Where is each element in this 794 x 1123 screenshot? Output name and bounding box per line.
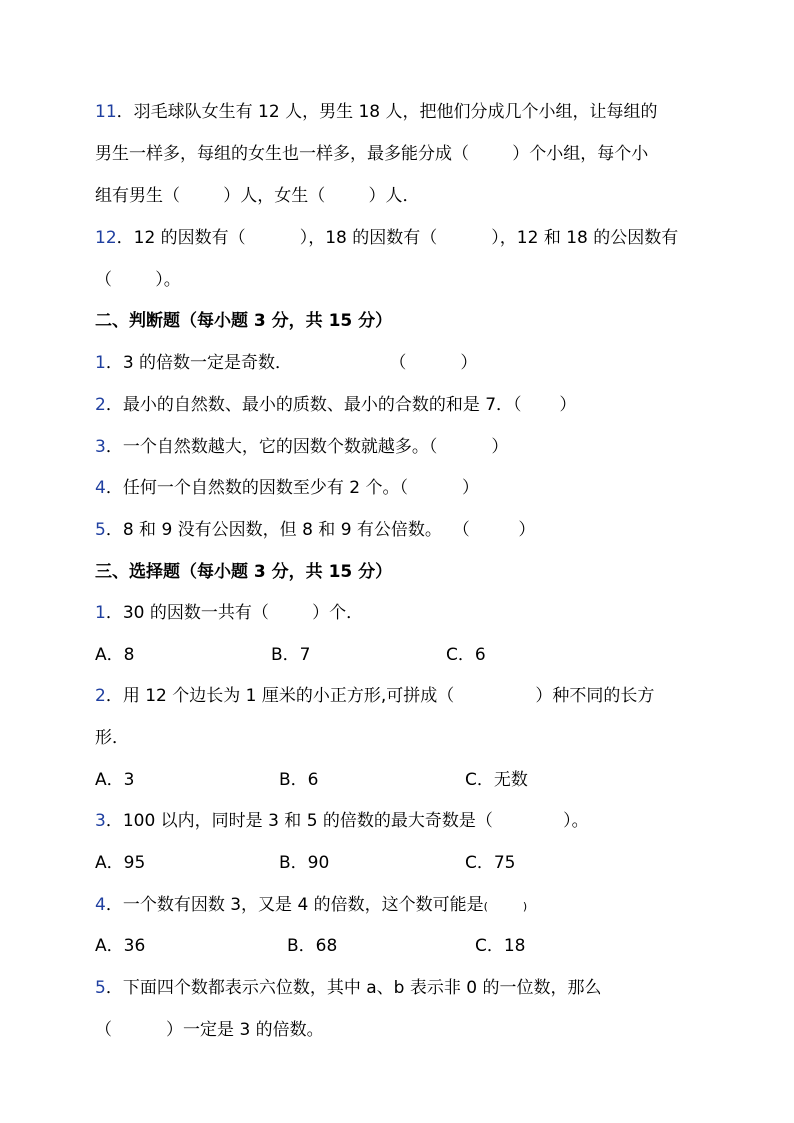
mc-3-option-a: A．95 — [95, 853, 146, 873]
tf-question-4 — [95, 473, 699, 503]
mc-3-number: 3 — [95, 811, 106, 831]
mc-3-text: ．100 以内，同时是 3 和 5 的倍数的最大奇数是（ ）。 — [105, 811, 589, 831]
mc-4-text: ．一个数有因数 3，又是 4 的倍数，这个数可能是 — [105, 895, 484, 915]
tf-4-text: ．任何一个自然数的因数至少有 2 个。（ ） — [105, 478, 479, 498]
tf-4-number: 4 — [95, 478, 106, 498]
mc-3-option-c: C．75 — [465, 853, 516, 873]
mc-1-option-c: C．6 — [446, 645, 486, 665]
q11-line-1 — [95, 97, 699, 127]
q11-line-3: 组有男生（ ）人，女生（ ）人． — [95, 186, 420, 206]
mc-2-text-continued: 形． — [95, 728, 129, 748]
section-3-heading: 三、选择题（每小题 3 分，共 15 分） — [95, 562, 393, 582]
tf-5-number: 5 — [95, 520, 106, 540]
mc-5-text: ．下面四个数都表示六位数，其中 a、b 表示非 0 的一位数，那么 — [105, 978, 602, 998]
mc-2-option-c: C．无数 — [465, 770, 528, 790]
mc-2-option-a: A．3 — [95, 770, 135, 790]
tf-1-number: 1 — [95, 353, 106, 373]
tf-question-5 — [95, 515, 699, 545]
mc-3-option-b: B．90 — [279, 853, 330, 873]
mc-4-number: 4 — [95, 895, 106, 915]
tf-3-number: 3 — [95, 437, 106, 457]
tf-question-2 — [95, 390, 699, 420]
mc-question-2 — [95, 681, 699, 711]
tf-3-text: ．一个自然数越大，它的因数个数就越多。（ ） — [105, 437, 509, 457]
mc-5-text-continued: （ ）一定是 3 的倍数。 — [95, 1020, 324, 1040]
mc-2-number: 2 — [95, 686, 106, 706]
mc-1-text: ．30 的因数一共有（ ）个． — [105, 603, 364, 623]
mc-1-option-b: B．7 — [271, 645, 311, 665]
q11-text-1: ．羽毛球队女生有 12 人，男生 18 人，把他们分成几个小组，让每组的 — [116, 102, 658, 122]
mc-2-option-b: B．6 — [279, 770, 319, 790]
section-2-heading: 二、判断题（每小题 3 分，共 15 分） — [95, 311, 393, 331]
tf-question-1 — [95, 348, 699, 378]
q12-number: 12 — [95, 228, 117, 248]
tf-2-number: 2 — [95, 395, 106, 415]
mc-question-5 — [95, 973, 699, 1003]
mc-question-4 — [95, 890, 699, 920]
mc-2-options — [95, 765, 699, 795]
q12-line-2: （ ）。 — [95, 270, 181, 290]
tf-2-text: ．最小的自然数、最小的质数、最小的合数的和是 7．（ ） — [105, 395, 577, 415]
q11-number: 11 — [95, 102, 117, 122]
mc-question-3 — [95, 806, 699, 836]
mc-5-number: 5 — [95, 978, 106, 998]
mc-1-number: 1 — [95, 603, 106, 623]
mc-4-options — [95, 931, 699, 961]
mc-3-options — [95, 848, 699, 878]
mc-4-answer-paren: ( ) — [483, 900, 528, 913]
q12-text-1: ．12 的因数有（ ），18 的因数有（ ），12 和 18 的公因数有 — [116, 228, 679, 248]
mc-4-option-c: C．18 — [475, 936, 526, 956]
mc-4-option-a: A．36 — [95, 936, 146, 956]
mc-1-option-a: A．8 — [95, 645, 135, 665]
mc-2-text: ．用 12 个边长为 1 厘米的小正方形,可拼成（ ）种不同的长方 — [105, 686, 655, 706]
q11-line-2: 男生一样多，每组的女生也一样多，最多能分成（ ）个小组，每个小 — [95, 144, 649, 164]
mc-1-options — [95, 640, 699, 670]
tf-question-3 — [95, 432, 699, 462]
tf-5-text: ．8 和 9 没有公因数，但 8 和 9 有公倍数。 （ ） — [105, 520, 536, 540]
tf-1-text: ．3 的倍数一定是奇数． （ ） — [105, 353, 478, 373]
mc-4-option-b: B．68 — [287, 936, 338, 956]
q12-line-1 — [95, 223, 699, 253]
mc-question-1 — [95, 598, 699, 628]
